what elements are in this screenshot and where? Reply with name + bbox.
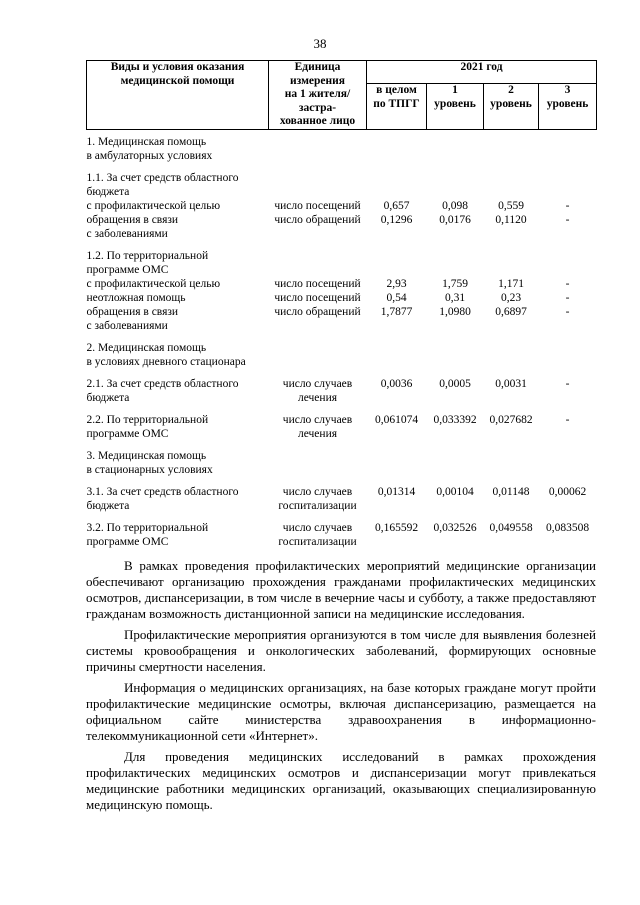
value-level-3 — [539, 441, 597, 477]
value-level-1 — [427, 163, 484, 199]
row-unit: число случаев лечения — [282, 413, 353, 440]
row-unit: число посещений — [274, 291, 361, 304]
table-row — [87, 333, 597, 369]
value-total — [367, 129, 427, 163]
value-level-3: - — [565, 213, 570, 226]
value-total: 0,1296 — [380, 213, 413, 226]
value-total: 0,01314 — [377, 485, 416, 498]
table-row — [87, 513, 597, 549]
value-level-3 — [539, 163, 597, 199]
value-level-2: 0,01148 — [492, 485, 530, 498]
row-unit: число посещений — [274, 199, 361, 212]
value-level-2: 1,171 — [498, 277, 524, 290]
value-level-3 — [539, 129, 597, 163]
value-level-2: 0,6897 — [495, 305, 527, 318]
value-level-3: - — [565, 277, 570, 290]
value-level-1: 0,0176 — [439, 213, 471, 226]
value-level-2: 0,23 — [500, 291, 522, 304]
value-total: 0,657 — [383, 199, 410, 212]
value-level-3: 0,00062 — [548, 485, 587, 498]
row-name: 3.1. За счет средств областного бюджета — [86, 485, 239, 512]
value-total: 0,061074 — [374, 413, 419, 426]
row-name: 2.2. По территориальной программе ОМС — [86, 413, 209, 440]
header-kind: Виды и условия оказания медицинской помощи — [87, 61, 269, 130]
row-unit — [269, 333, 367, 369]
table-row — [87, 441, 597, 477]
table-row — [87, 369, 597, 405]
row-unit: число обращений — [274, 213, 361, 226]
row-name: обращения в связи с заболеваниями — [86, 305, 179, 332]
row-name: с профилактической целью — [86, 277, 221, 290]
row-unit: число обращений — [274, 305, 361, 318]
table-row — [87, 477, 597, 513]
volume-norms-table — [86, 60, 597, 549]
table-row — [87, 305, 597, 333]
table-row — [87, 291, 597, 305]
value-level-2: 0,049558 — [489, 521, 533, 534]
value-total — [367, 441, 427, 477]
value-level-1: 0,0005 — [439, 377, 471, 390]
value-level-2: 0,1120 — [495, 213, 527, 226]
table-row — [87, 199, 597, 213]
table-header — [87, 61, 597, 130]
value-level-3: - — [565, 377, 570, 390]
table-row — [87, 163, 597, 199]
row-unit — [269, 241, 367, 277]
row-unit: число случаев госпитализации — [278, 485, 357, 512]
value-level-2 — [484, 241, 539, 277]
value-level-2: 0,027682 — [489, 413, 533, 426]
value-level-2 — [484, 129, 539, 163]
table-row — [87, 129, 597, 163]
row-name: 3.2. По территориальной программе ОМС — [86, 521, 209, 548]
page-number: 38 — [313, 36, 327, 51]
value-level-1 — [427, 129, 484, 163]
value-level-3: - — [565, 413, 570, 426]
row-unit — [269, 129, 367, 163]
header-level-3: 3 уровень — [539, 84, 597, 129]
value-total — [367, 333, 427, 369]
value-level-2 — [484, 333, 539, 369]
row-name: 2.1. За счет средств областного бюджета — [86, 377, 239, 404]
value-level-1: 0,032526 — [433, 521, 477, 534]
value-level-1: 0,033392 — [433, 413, 477, 426]
value-total: 1,7877 — [380, 305, 413, 318]
row-name: 2. Медицинская помощь в условиях дневного стационара — [86, 341, 246, 368]
value-level-1: 1,0980 — [439, 305, 471, 318]
value-level-2: 0,559 — [498, 199, 524, 212]
paragraph: В рамках проведения профилактических мероприятий медицинские организации обеспечивают организацию прохождения гражданами профилактических медицинских осмотров, диспансеризации, в том числе в вечерние часы и субботу, а также предоставляют гражданам возможность дистанционной записи на медицинские исследования. — [86, 558, 596, 621]
value-level-1: 0,098 — [442, 199, 468, 212]
row-name: 3. Медицинская помощь в стационарных условиях — [86, 449, 213, 476]
value-level-1 — [427, 241, 484, 277]
value-level-2 — [484, 441, 539, 477]
paragraph: Информация о медицинских организациях, на базе которых граждане могут пройти профилактические медицинские осмотры, включая диспансеризацию, размещается на официальном сайте министерства здравоохранения в информационно-телекоммуникационной сети «Интернет». — [86, 680, 596, 743]
paragraph: Профилактические мероприятия организуются в том числе для выявления болезней системы кровообращения и онкологических заболеваний, формирующих основные причины смертности населения. — [86, 627, 596, 674]
value-level-1: 1,759 — [442, 277, 468, 290]
value-level-2 — [484, 163, 539, 199]
value-level-3 — [539, 333, 597, 369]
value-total — [367, 241, 427, 277]
value-level-1 — [427, 333, 484, 369]
table-row — [87, 405, 597, 441]
row-name: с профилактической целью — [86, 199, 221, 212]
row-unit: число случаев лечения — [282, 377, 353, 404]
table-row — [87, 277, 597, 291]
value-level-1: 0,31 — [444, 291, 466, 304]
value-level-1 — [427, 441, 484, 477]
row-name: 1. Медицинская помощь в амбулаторных условиях — [86, 135, 213, 162]
row-name: неотложная помощь — [86, 291, 186, 304]
body-text — [86, 558, 596, 818]
paragraph: Для проведения медицинских исследований в рамках прохождения профилактических медицинских осмотров и диспансеризации могут привлекаться медицинские работники медицинских организаций, оказывающих специализированную медицинскую помощь. — [86, 749, 596, 812]
header-total: в целом по ТПГГ — [367, 84, 427, 129]
row-name: 1.2. По территориальной программе ОМС — [86, 249, 209, 276]
value-level-1: 0,00104 — [436, 485, 474, 498]
row-name: 1.1. За счет средств областного бюджета — [86, 171, 239, 198]
table-row — [87, 213, 597, 241]
value-total: 2,93 — [386, 277, 407, 290]
value-level-3: - — [565, 199, 570, 212]
header-level-2: 2 уровень — [484, 84, 539, 129]
value-total: 0,0036 — [380, 377, 413, 390]
header-year: 2021 год — [367, 61, 597, 84]
value-total: 0,165592 — [374, 521, 419, 534]
value-level-2: 0,0031 — [495, 377, 527, 390]
header-unit: Единица измерения на 1 жителя/застра- хованное лицо — [269, 61, 367, 130]
table-body — [87, 129, 597, 549]
row-unit — [269, 441, 367, 477]
value-total — [367, 163, 427, 199]
value-level-3: 0,083508 — [545, 521, 590, 534]
value-level-3: - — [565, 305, 570, 318]
row-unit: число посещений — [274, 277, 361, 290]
value-level-3: - — [565, 291, 570, 304]
row-name: обращения в связи с заболеваниями — [86, 213, 179, 240]
value-level-3 — [539, 241, 597, 277]
value-total: 0,54 — [386, 291, 407, 304]
row-unit: число случаев госпитализации — [278, 521, 357, 548]
header-level-1: 1 уровень — [427, 84, 484, 129]
row-unit — [269, 163, 367, 199]
table-row — [87, 241, 597, 277]
